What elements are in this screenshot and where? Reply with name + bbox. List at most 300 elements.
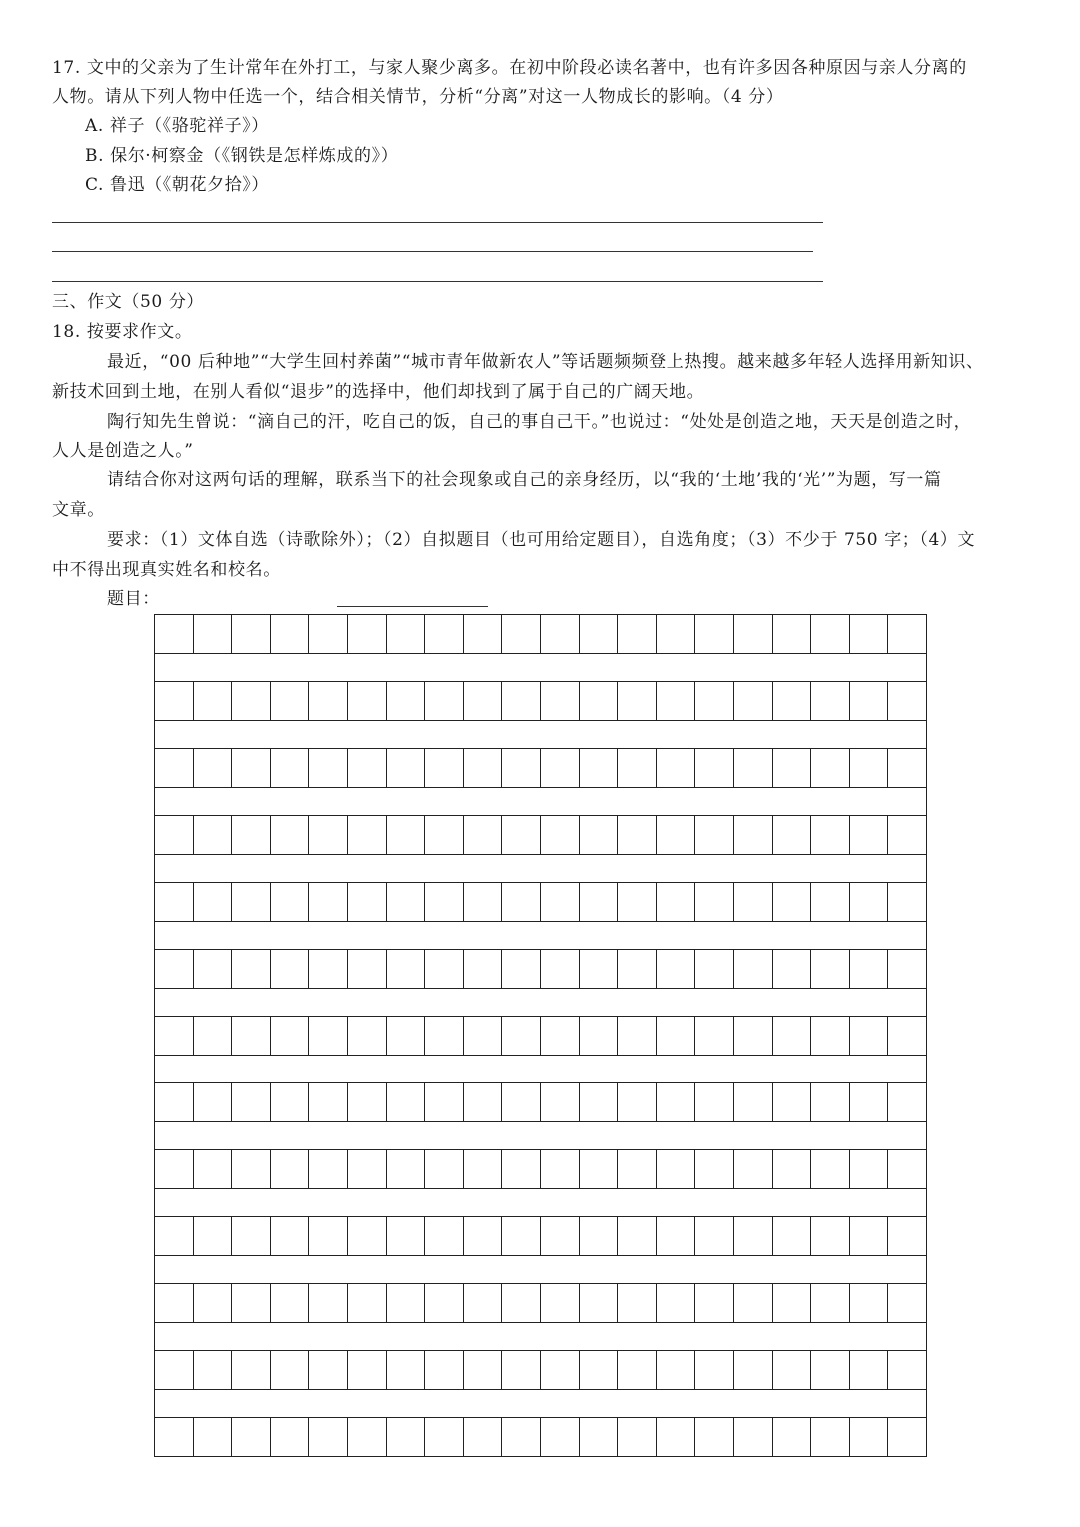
grid-cell[interactable]: [657, 950, 696, 988]
grid-cell[interactable]: [734, 1150, 773, 1188]
grid-cell[interactable]: [194, 1351, 233, 1389]
grid-cell[interactable]: [618, 749, 657, 787]
grid-cell[interactable]: [773, 615, 812, 653]
grid-row: [154, 614, 927, 654]
grid-cell[interactable]: [618, 883, 657, 921]
grid-cell[interactable]: [888, 1150, 927, 1188]
grid-cell[interactable]: [309, 749, 348, 787]
grid-cell[interactable]: [850, 1418, 889, 1456]
grid-cell[interactable]: [387, 1017, 426, 1055]
grid-cell[interactable]: [309, 1217, 348, 1255]
grid-cell[interactable]: [425, 883, 464, 921]
grid-cell[interactable]: [657, 682, 696, 720]
grid-cell[interactable]: [502, 615, 541, 653]
grid-cell[interactable]: [888, 615, 927, 653]
grid-cell[interactable]: [541, 1418, 580, 1456]
grid-cell[interactable]: [194, 682, 233, 720]
grid-cell[interactable]: [618, 1284, 657, 1322]
grid-cell[interactable]: [618, 1418, 657, 1456]
grid-cell[interactable]: [348, 950, 387, 988]
grid-cell[interactable]: [580, 1083, 619, 1121]
grid-cell[interactable]: [657, 1351, 696, 1389]
grid-row: [154, 748, 927, 788]
grid-cell[interactable]: [695, 1017, 734, 1055]
grid-row-gap: [154, 989, 927, 1016]
grid-cell[interactable]: [541, 816, 580, 854]
grid-cell[interactable]: [502, 1351, 541, 1389]
grid-cell[interactable]: [348, 816, 387, 854]
grid-cell[interactable]: [155, 1284, 194, 1322]
grid-cell[interactable]: [348, 1217, 387, 1255]
grid-cell[interactable]: [309, 682, 348, 720]
grid-cell[interactable]: [464, 615, 503, 653]
grid-cell[interactable]: [502, 883, 541, 921]
grid-cell[interactable]: [309, 816, 348, 854]
grid-cell[interactable]: [657, 1418, 696, 1456]
grid-cell[interactable]: [734, 1083, 773, 1121]
grid-row-gap: [154, 721, 927, 748]
grid-cell[interactable]: [271, 1017, 310, 1055]
grid-cell[interactable]: [348, 615, 387, 653]
grid-cell[interactable]: [734, 1418, 773, 1456]
grid-cell[interactable]: [425, 1284, 464, 1322]
grid-cell[interactable]: [464, 1418, 503, 1456]
grid-cell[interactable]: [850, 682, 889, 720]
grid-cell[interactable]: [618, 1150, 657, 1188]
grid-cell[interactable]: [271, 1083, 310, 1121]
grid-cell[interactable]: [734, 682, 773, 720]
para1-line-2: 新技术回到土地，在别人看似“退步”的选择中，他们却找到了属于自己的广阔天地。: [52, 382, 705, 402]
grid-cell[interactable]: [811, 1083, 850, 1121]
grid-row-gap: [154, 1390, 927, 1417]
grid-cell[interactable]: [811, 615, 850, 653]
grid-cell[interactable]: [657, 749, 696, 787]
grid-cell[interactable]: [580, 1217, 619, 1255]
para2-line-1: 陶行知先生曾说：“滴自己的汗，吃自己的饭，自己的事自己干。”也说过：“处处是创造之地，天天是创造之时，: [107, 412, 972, 432]
grid-cell[interactable]: [850, 816, 889, 854]
grid-cell[interactable]: [464, 1351, 503, 1389]
grid-row-gap: [154, 1189, 927, 1216]
grid-cell[interactable]: [425, 950, 464, 988]
grid-cell[interactable]: [387, 615, 426, 653]
grid-cell[interactable]: [850, 1017, 889, 1055]
grid-cell[interactable]: [888, 1418, 927, 1456]
grid-cell[interactable]: [309, 950, 348, 988]
grid-cell[interactable]: [734, 749, 773, 787]
grid-cell[interactable]: [541, 1217, 580, 1255]
grid-cell[interactable]: [695, 1083, 734, 1121]
grid-cell[interactable]: [850, 1351, 889, 1389]
grid-cell[interactable]: [232, 950, 271, 988]
grid-cell[interactable]: [464, 1284, 503, 1322]
grid-cell[interactable]: [888, 1351, 927, 1389]
grid-cell[interactable]: [773, 1351, 812, 1389]
grid-cell[interactable]: [348, 682, 387, 720]
grid-cell[interactable]: [580, 615, 619, 653]
grid-cell[interactable]: [773, 816, 812, 854]
grid-cell[interactable]: [580, 1418, 619, 1456]
grid-cell[interactable]: [194, 1418, 233, 1456]
grid-cell[interactable]: [850, 615, 889, 653]
grid-cell[interactable]: [850, 1150, 889, 1188]
grid-cell[interactable]: [580, 816, 619, 854]
grid-cell[interactable]: [425, 1351, 464, 1389]
grid-cell[interactable]: [155, 1351, 194, 1389]
grid-cell[interactable]: [541, 682, 580, 720]
grid-cell[interactable]: [194, 615, 233, 653]
grid-cell[interactable]: [888, 1217, 927, 1255]
grid-cell[interactable]: [194, 1284, 233, 1322]
requirements-line-1: 要求：（1）文体自选（诗歌除外）；（2）自拟题目（也可用给定题目），自选角度；（3）不少于 750 字；（4）文: [107, 530, 976, 550]
grid-cell[interactable]: [618, 682, 657, 720]
grid-cell[interactable]: [580, 950, 619, 988]
grid-cell[interactable]: [734, 816, 773, 854]
grid-cell[interactable]: [425, 1418, 464, 1456]
answer-line-3[interactable]: [52, 281, 823, 282]
grid-cell[interactable]: [773, 682, 812, 720]
grid-cell[interactable]: [618, 1017, 657, 1055]
grid-cell[interactable]: [773, 1284, 812, 1322]
grid-cell[interactable]: [232, 615, 271, 653]
grid-cell[interactable]: [194, 1017, 233, 1055]
grid-cell[interactable]: [811, 1217, 850, 1255]
grid-cell[interactable]: [541, 1284, 580, 1322]
grid-cell[interactable]: [271, 1418, 310, 1456]
grid-cell[interactable]: [387, 1351, 426, 1389]
grid-cell[interactable]: [618, 950, 657, 988]
grid-cell[interactable]: [387, 816, 426, 854]
grid-cell[interactable]: [657, 883, 696, 921]
grid-cell[interactable]: [888, 1017, 927, 1055]
grid-cell[interactable]: [464, 749, 503, 787]
grid-cell[interactable]: [580, 1150, 619, 1188]
grid-cell[interactable]: [695, 682, 734, 720]
grid-cell[interactable]: [502, 1150, 541, 1188]
grid-cell[interactable]: [464, 816, 503, 854]
grid-row: [154, 681, 927, 721]
grid-cell[interactable]: [773, 1217, 812, 1255]
grid-row: [154, 1283, 927, 1323]
grid-cell[interactable]: [425, 1017, 464, 1055]
grid-cell[interactable]: [850, 1217, 889, 1255]
grid-cell[interactable]: [811, 1418, 850, 1456]
grid-cell[interactable]: [425, 615, 464, 653]
grid-cell[interactable]: [850, 749, 889, 787]
grid-cell[interactable]: [387, 1083, 426, 1121]
grid-cell[interactable]: [309, 1017, 348, 1055]
requirements-line-2: 中不得出现真实姓名和校名。: [52, 560, 281, 580]
grid-cell[interactable]: [155, 883, 194, 921]
grid-cell[interactable]: [657, 1083, 696, 1121]
grid-row: [154, 1149, 927, 1189]
para2-line-2: 人人是创造之人。”: [52, 441, 194, 461]
grid-cell[interactable]: [271, 1217, 310, 1255]
grid-cell[interactable]: [232, 1351, 271, 1389]
grid-cell[interactable]: [425, 749, 464, 787]
grid-cell[interactable]: [811, 883, 850, 921]
grid-cell[interactable]: [541, 749, 580, 787]
grid-cell[interactable]: [657, 1017, 696, 1055]
title-label: 题目：: [107, 589, 160, 609]
grid-cell[interactable]: [155, 1418, 194, 1456]
grid-cell[interactable]: [502, 816, 541, 854]
answer-line-2[interactable]: [52, 251, 813, 252]
para1-line-1: 最近，“00 后种地”“大学生回村养菌”“城市青年做新农人”等话题频频登上热搜。越来越多年轻人选择用新知识、: [107, 352, 984, 372]
grid-cell[interactable]: [657, 1217, 696, 1255]
grid-cell[interactable]: [155, 682, 194, 720]
grid-cell[interactable]: [888, 816, 927, 854]
grid-row: [154, 815, 927, 855]
grid-cell[interactable]: [309, 883, 348, 921]
grid-cell[interactable]: [657, 816, 696, 854]
grid-cell[interactable]: [657, 1150, 696, 1188]
grid-cell[interactable]: [464, 883, 503, 921]
grid-cell[interactable]: [194, 1217, 233, 1255]
grid-cell[interactable]: [232, 883, 271, 921]
grid-cell[interactable]: [348, 1083, 387, 1121]
grid-row-gap: [154, 1056, 927, 1082]
grid-cell[interactable]: [695, 883, 734, 921]
grid-cell[interactable]: [502, 950, 541, 988]
grid-cell[interactable]: [387, 1217, 426, 1255]
grid-cell[interactable]: [618, 1217, 657, 1255]
grid-cell[interactable]: [502, 682, 541, 720]
grid-cell[interactable]: [580, 883, 619, 921]
grid-cell[interactable]: [232, 1418, 271, 1456]
grid-cell[interactable]: [888, 1083, 927, 1121]
grid-cell[interactable]: [387, 950, 426, 988]
grid-cell[interactable]: [387, 883, 426, 921]
grid-cell[interactable]: [348, 1284, 387, 1322]
grid-cell[interactable]: [695, 1217, 734, 1255]
grid-cell[interactable]: [888, 682, 927, 720]
grid-cell[interactable]: [502, 1017, 541, 1055]
grid-cell[interactable]: [194, 1150, 233, 1188]
grid-cell[interactable]: [695, 749, 734, 787]
grid-cell[interactable]: [271, 1351, 310, 1389]
grid-cell[interactable]: [695, 1150, 734, 1188]
grid-cell[interactable]: [734, 883, 773, 921]
grid-cell[interactable]: [425, 682, 464, 720]
grid-cell[interactable]: [811, 1284, 850, 1322]
composition-grid[interactable]: [154, 614, 927, 1457]
grid-cell[interactable]: [850, 1083, 889, 1121]
grid-cell[interactable]: [194, 883, 233, 921]
grid-cell[interactable]: [387, 749, 426, 787]
grid-cell[interactable]: [232, 749, 271, 787]
grid-cell[interactable]: [773, 1418, 812, 1456]
grid-cell[interactable]: [232, 1083, 271, 1121]
grid-cell[interactable]: [888, 883, 927, 921]
para3-line-1: 请结合你对这两句话的理解，联系当下的社会现象或自己的亲身经历，以“我的‘土地’我的‘光’”为题，写一篇: [107, 470, 942, 490]
grid-cell[interactable]: [657, 615, 696, 653]
grid-cell[interactable]: [502, 1418, 541, 1456]
grid-row: [154, 949, 927, 989]
grid-cell[interactable]: [271, 816, 310, 854]
grid-cell[interactable]: [425, 1217, 464, 1255]
grid-cell[interactable]: [734, 950, 773, 988]
grid-cell[interactable]: [155, 816, 194, 854]
grid-cell[interactable]: [348, 1418, 387, 1456]
grid-cell[interactable]: [232, 1150, 271, 1188]
grid-cell[interactable]: [464, 1017, 503, 1055]
grid-cell[interactable]: [541, 1351, 580, 1389]
grid-cell[interactable]: [194, 950, 233, 988]
answer-line-1[interactable]: [52, 222, 823, 223]
grid-cell[interactable]: [425, 1083, 464, 1121]
grid-cell[interactable]: [232, 1017, 271, 1055]
grid-cell[interactable]: [271, 749, 310, 787]
grid-cell[interactable]: [309, 1284, 348, 1322]
grid-cell[interactable]: [695, 950, 734, 988]
grid-cell[interactable]: [271, 950, 310, 988]
grid-cell[interactable]: [155, 615, 194, 653]
grid-cell[interactable]: [811, 1017, 850, 1055]
grid-row-gap: [154, 1256, 927, 1283]
grid-cell[interactable]: [773, 950, 812, 988]
grid-cell[interactable]: [734, 1217, 773, 1255]
grid-cell[interactable]: [580, 1284, 619, 1322]
grid-cell[interactable]: [734, 1017, 773, 1055]
grid-cell[interactable]: [155, 950, 194, 988]
grid-cell[interactable]: [271, 1150, 310, 1188]
grid-cell[interactable]: [888, 950, 927, 988]
grid-cell[interactable]: [850, 1284, 889, 1322]
grid-cell[interactable]: [194, 816, 233, 854]
grid-cell[interactable]: [464, 950, 503, 988]
q17-line-2: 人物。请从下列人物中任选一个，结合相关情节，分析“分离”对这一人物成长的影响。（4 分）: [52, 87, 784, 107]
grid-cell[interactable]: [155, 1083, 194, 1121]
grid-cell[interactable]: [309, 1351, 348, 1389]
grid-row: [154, 1216, 927, 1256]
grid-cell[interactable]: [888, 749, 927, 787]
grid-cell[interactable]: [618, 1083, 657, 1121]
grid-cell[interactable]: [464, 1083, 503, 1121]
grid-row-gap: [154, 1323, 927, 1350]
grid-cell[interactable]: [580, 682, 619, 720]
grid-row-gap: [154, 922, 927, 949]
grid-row: [154, 882, 927, 922]
grid-cell[interactable]: [309, 1150, 348, 1188]
grid-cell[interactable]: [734, 615, 773, 653]
grid-cell[interactable]: [618, 1351, 657, 1389]
q17-option-c: C. 鲁迅（《朝花夕拾》）: [85, 175, 270, 195]
grid-cell[interactable]: [194, 1083, 233, 1121]
grid-cell[interactable]: [348, 1017, 387, 1055]
grid-cell[interactable]: [695, 816, 734, 854]
grid-cell[interactable]: [734, 1351, 773, 1389]
grid-cell[interactable]: [618, 615, 657, 653]
grid-cell[interactable]: [773, 1083, 812, 1121]
grid-cell[interactable]: [811, 950, 850, 988]
grid-cell[interactable]: [734, 1284, 773, 1322]
grid-row: [154, 1350, 927, 1390]
grid-cell[interactable]: [811, 816, 850, 854]
q17-line-1: 17. 文中的父亲为了生计常年在外打工，与家人聚少离多。在初中阶段必读名著中，也有许多因各种原因与亲人分离的: [52, 58, 967, 78]
grid-cell[interactable]: [618, 816, 657, 854]
grid-cell[interactable]: [155, 1217, 194, 1255]
grid-cell[interactable]: [309, 615, 348, 653]
grid-cell[interactable]: [541, 1017, 580, 1055]
grid-cell[interactable]: [773, 1017, 812, 1055]
grid-cell[interactable]: [502, 749, 541, 787]
grid-cell[interactable]: [695, 615, 734, 653]
grid-cell[interactable]: [695, 1351, 734, 1389]
grid-cell[interactable]: [155, 1017, 194, 1055]
grid-cell[interactable]: [464, 1150, 503, 1188]
grid-cell[interactable]: [309, 1083, 348, 1121]
grid-cell[interactable]: [155, 1150, 194, 1188]
grid-cell[interactable]: [580, 749, 619, 787]
grid-cell[interactable]: [387, 1150, 426, 1188]
grid-cell[interactable]: [387, 1284, 426, 1322]
grid-cell[interactable]: [348, 883, 387, 921]
grid-cell[interactable]: [348, 1351, 387, 1389]
grid-cell[interactable]: [773, 883, 812, 921]
grid-cell[interactable]: [348, 749, 387, 787]
grid-cell[interactable]: [850, 883, 889, 921]
grid-cell[interactable]: [425, 1150, 464, 1188]
q17-option-b: B. 保尔·柯察金（《钢铁是怎样炼成的》）: [85, 146, 399, 166]
grid-cell[interactable]: [541, 1150, 580, 1188]
grid-cell[interactable]: [695, 1284, 734, 1322]
grid-cell[interactable]: [811, 749, 850, 787]
grid-cell[interactable]: [232, 1217, 271, 1255]
grid-cell[interactable]: [811, 1351, 850, 1389]
grid-cell[interactable]: [155, 749, 194, 787]
grid-cell[interactable]: [271, 615, 310, 653]
grid-cell[interactable]: [464, 1217, 503, 1255]
q17-option-a: A. 祥子（《骆驼祥子》）: [85, 116, 269, 136]
grid-cell[interactable]: [580, 1351, 619, 1389]
grid-cell[interactable]: [850, 950, 889, 988]
grid-cell[interactable]: [232, 816, 271, 854]
grid-cell[interactable]: [580, 1017, 619, 1055]
grid-cell[interactable]: [348, 1150, 387, 1188]
grid-cell[interactable]: [232, 1284, 271, 1322]
grid-cell[interactable]: [811, 1150, 850, 1188]
grid-cell[interactable]: [657, 1284, 696, 1322]
grid-cell[interactable]: [194, 749, 233, 787]
grid-cell[interactable]: [773, 749, 812, 787]
grid-cell[interactable]: [773, 1150, 812, 1188]
grid-cell[interactable]: [271, 682, 310, 720]
grid-cell[interactable]: [425, 816, 464, 854]
grid-cell[interactable]: [387, 682, 426, 720]
grid-cell[interactable]: [271, 883, 310, 921]
grid-cell[interactable]: [502, 1083, 541, 1121]
q18-prompt: 18. 按要求作文。: [52, 322, 193, 342]
grid-cell[interactable]: [232, 682, 271, 720]
grid-cell[interactable]: [695, 1418, 734, 1456]
grid-row-gap: [154, 654, 927, 681]
grid-row-gap: [154, 855, 927, 882]
grid-cell[interactable]: [502, 1217, 541, 1255]
grid-cell[interactable]: [309, 1418, 348, 1456]
grid-cell[interactable]: [541, 883, 580, 921]
grid-cell[interactable]: [888, 1284, 927, 1322]
grid-cell[interactable]: [541, 1083, 580, 1121]
grid-cell[interactable]: [271, 1284, 310, 1322]
grid-cell[interactable]: [541, 615, 580, 653]
grid-cell[interactable]: [464, 682, 503, 720]
grid-cell[interactable]: [811, 682, 850, 720]
title-underline[interactable]: [337, 606, 488, 607]
grid-row: [154, 1082, 927, 1122]
grid-cell[interactable]: [387, 1418, 426, 1456]
grid-cell[interactable]: [541, 950, 580, 988]
grid-cell[interactable]: [502, 1284, 541, 1322]
